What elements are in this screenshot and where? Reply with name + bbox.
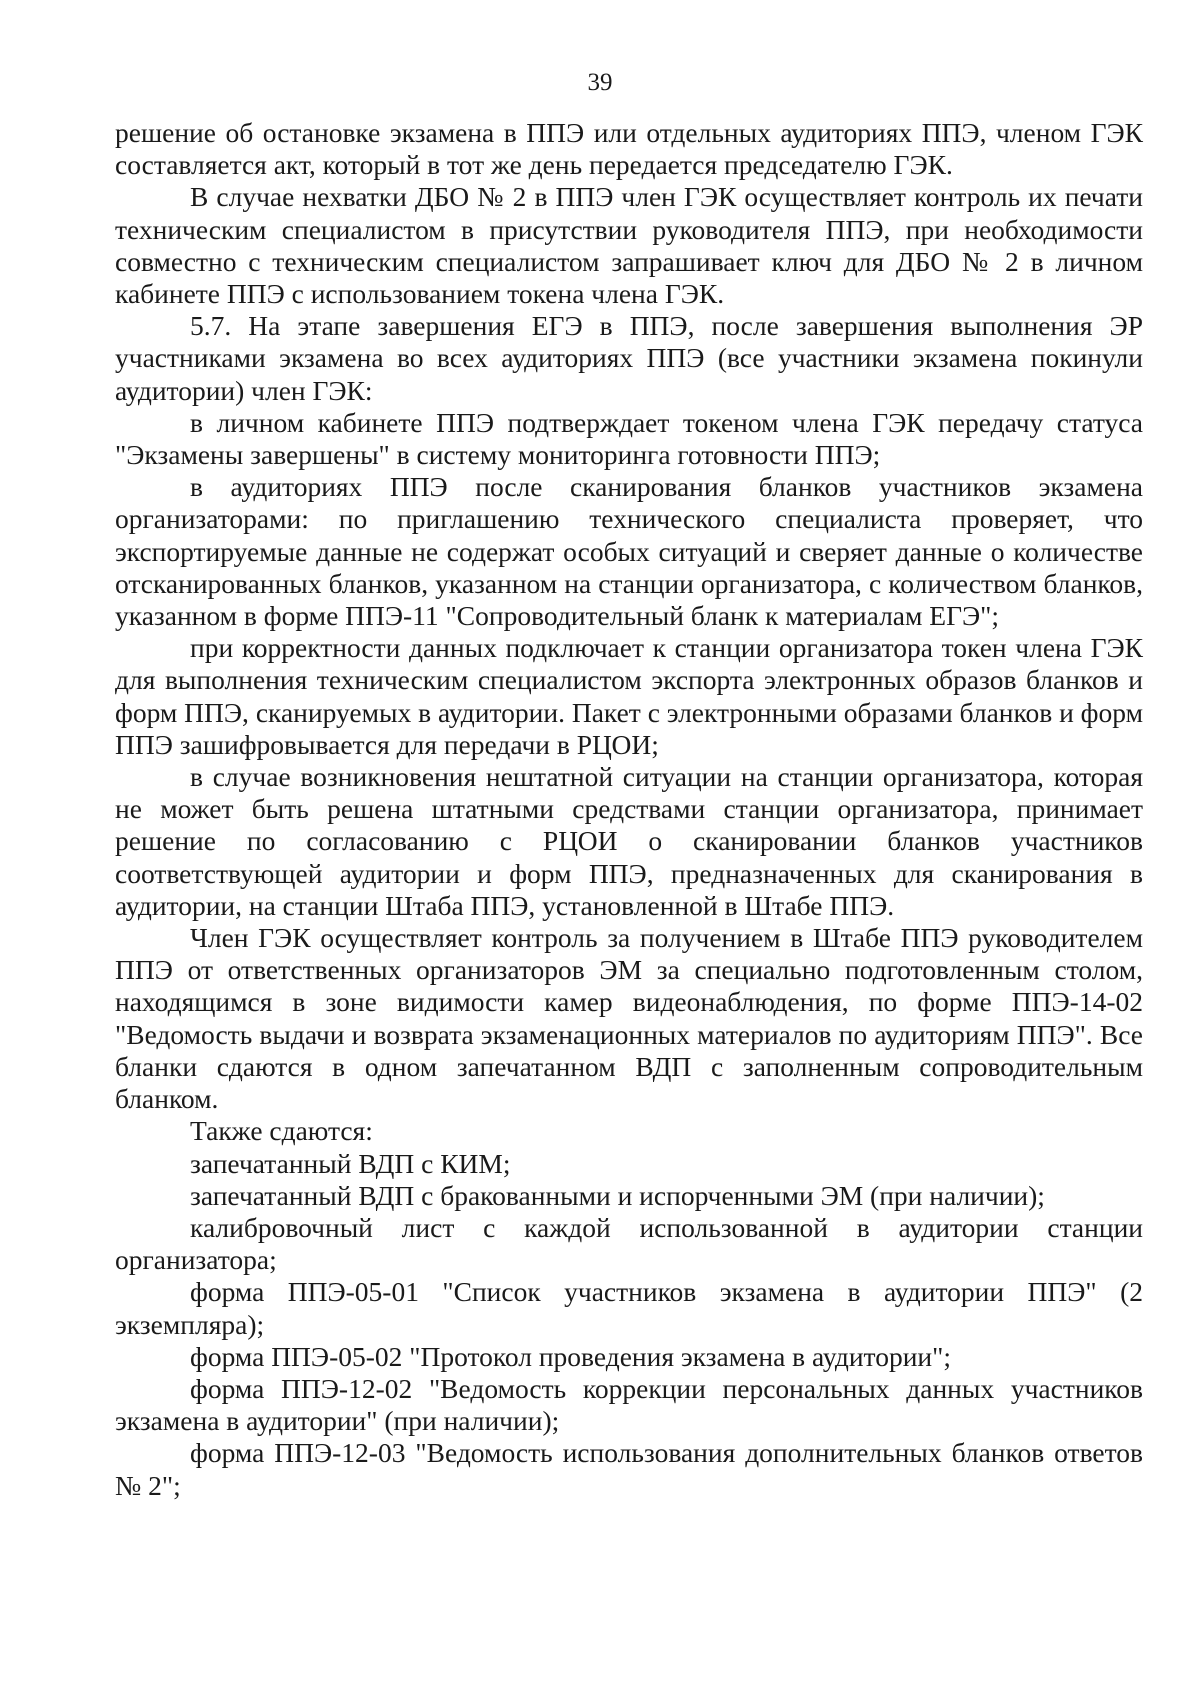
list-item: запечатанный ВДП с КИМ; [190, 1147, 511, 1179]
paragraph: в случае возникновения нештатной ситуации на станции организатора, которая не может быть решена штатными средствами станции организатора, принимает решение по согласованию с РЦОИ о сканировании бланков участников соответствующей аудитории и форм ППЭ, предназначенных для сканирования в аудитории, на станции Штаба ППЭ, установленной в Штабе ППЭ. [115, 761, 1143, 921]
paragraph: Член ГЭК осуществляет контроль за получением в Штабе ППЭ руководителем ППЭ от ответственных организаторов ЭМ за специально подготовленным столом, находящимся в зоне видимости камер видеонаблюдения, по форме ППЭ-14-02 "Ведомость выдачи и возврата экзаменационных материалов по аудиториям ППЭ". Все бланки сдаются в одном запечатанном ВДП с заполненным сопроводительным бланком. [115, 922, 1143, 1115]
list-item: запечатанный ВДП с бракованными и испорченными ЭМ (при наличии); [190, 1179, 1045, 1211]
list-item: форма ППЭ-12-02 "Ведомость коррекции персональных данных участников экзамена в аудитории" (при наличии); [115, 1372, 1143, 1437]
list-item: форма ППЭ-05-01 "Список участников экзамена в аудитории ППЭ" (2 экземпляра); [115, 1276, 1143, 1340]
list-item: калибровочный лист с каждой использованной в аудитории станции организатора; [115, 1211, 1143, 1276]
paragraph: Также сдаются: [190, 1115, 373, 1147]
paragraph: в личном кабинете ППЭ подтверждает токеном члена ГЭК передачу статуса "Экзамены завершены" в систему мониторинга готовности ППЭ; [115, 406, 1143, 471]
paragraph: 5.7. На этапе завершения ЕГЭ в ППЭ, после завершения выполнения ЭР участниками экзамена во всех аудиториях ППЭ (все участники экзамена покинули аудитории) член ГЭК: [115, 310, 1143, 406]
document-body [115, 117, 1143, 1502]
page-number: 39 [587, 69, 613, 96]
paragraph: В случае нехватки ДБО № 2 в ППЭ член ГЭК осуществляет контроль их печати техническим специалистом в присутствии руководителя ППЭ, при необходимости совместно с техническим специалистом запрашивает ключ для ДБО № 2 в личном кабинете ППЭ с использованием токена члена ГЭК. [115, 181, 1143, 310]
list-item: форма ППЭ-05-02 "Протокол проведения экзамена в аудитории"; [190, 1340, 952, 1372]
paragraph: при корректности данных подключает к станции организатора токен члена ГЭК для выполнения техническим специалистом экспорта электронных образов бланков и форм ППЭ, сканируемых в аудитории. Пакет с электронными образами бланков и форм ППЭ зашифровывается для передачи в РЦОИ; [115, 632, 1143, 760]
paragraph: в аудиториях ППЭ после сканирования бланков участников экзамена организаторами: по приглашению технического специалиста проверяет, что экспортируемые данные не содержат особых ситуаций и сверяет данные о количестве отсканированных бланков, указанном на станции организатора, с количеством бланков, указанном в форме ППЭ-11 "Сопроводительный бланк к материалам ЕГЭ"; [115, 471, 1143, 632]
list-item: форма ППЭ-12-03 "Ведомость использования дополнительных бланков ответов № 2"; [115, 1437, 1143, 1501]
paragraph: решение об остановке экзамена в ППЭ или отдельных аудиториях ППЭ, членом ГЭК составляется акт, который в тот же день передается председателю ГЭК. [115, 117, 1143, 181]
